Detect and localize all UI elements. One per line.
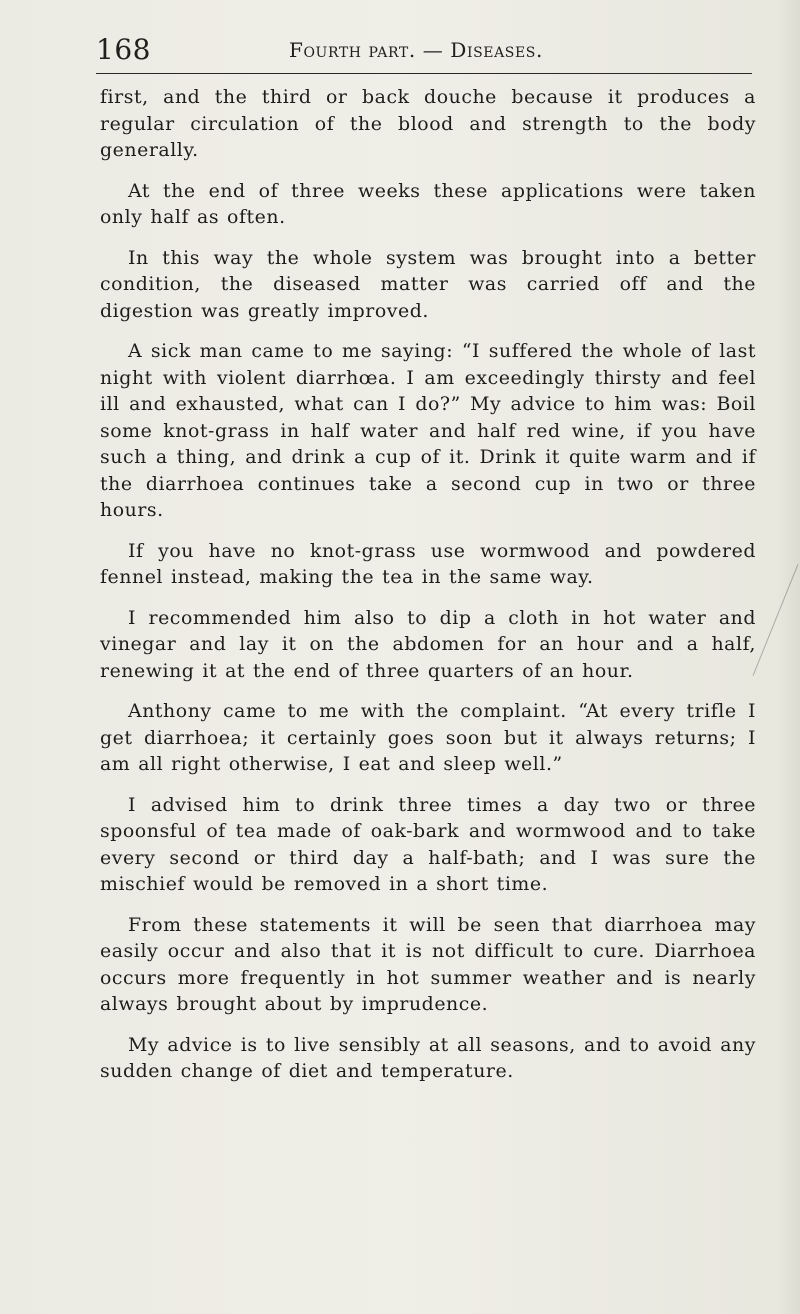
header-rule [96, 73, 752, 74]
page-edge-shadow [778, 0, 800, 1314]
page-number: 168 [96, 33, 151, 66]
paragraph: If you have no knot-grass use wormwood and powdered fennel instead, making the tea in the same way. [100, 539, 756, 588]
paragraph: At the end of three weeks these applications were taken only half as often. [100, 179, 756, 228]
paragraph: I recommended him also to dip a cloth in hot water and vinegar and lay it on the abdomen for an hour and a half, renewing it at the end of three quarters of an hour. [100, 606, 756, 682]
page-header [96, 32, 752, 72]
paragraph: Anthony came to me with the complaint. “At every trifle I get diarrhoea; it certainly goes soon but it always returns; I am all right otherwise, I eat and sleep well.” [100, 700, 756, 775]
paragraph: In this way the whole system was brought into a better condition, the diseased matter was carried off and the digestion was greatly improved. [100, 246, 756, 322]
paragraph: From these statements it will be seen that diarrhoea may easily occur and also that it is not difficult to cure. Diarrhoea occurs more frequently in hot summer weather and is nearly always brought about by imprudence. [100, 913, 756, 1015]
paragraph: My advice is to live sensibly at all seasons, and to avoid any sudden change of diet and temperature. [100, 1033, 756, 1082]
body-text [100, 84, 756, 1099]
paragraph: I advised him to drink three times a day two or three spoonsful of tea made of oak-bark and wormwood and to take every second or third day a half-bath; and I was sure the mischief would be removed in a short time. [100, 793, 756, 895]
paragraph: A sick man came to me saying: “I suffered the whole of last night with violent diarrhœa. I am exceedingly thirsty and feel ill and exhausted, what can I do?” My advice to him was: Boil some knot-grass in half water and half red wine, if you have such a thing, and drink a cup of it. Drink it quite warm and if the diarrhoea continues take a second cup in two or three hours. [100, 340, 756, 521]
paragraph-continued: first, and the third or back douche because it produces a regular circulation of the blood and strength to the body generally. [100, 86, 756, 161]
running-title: Fourth part. — Diseases. [289, 38, 543, 62]
